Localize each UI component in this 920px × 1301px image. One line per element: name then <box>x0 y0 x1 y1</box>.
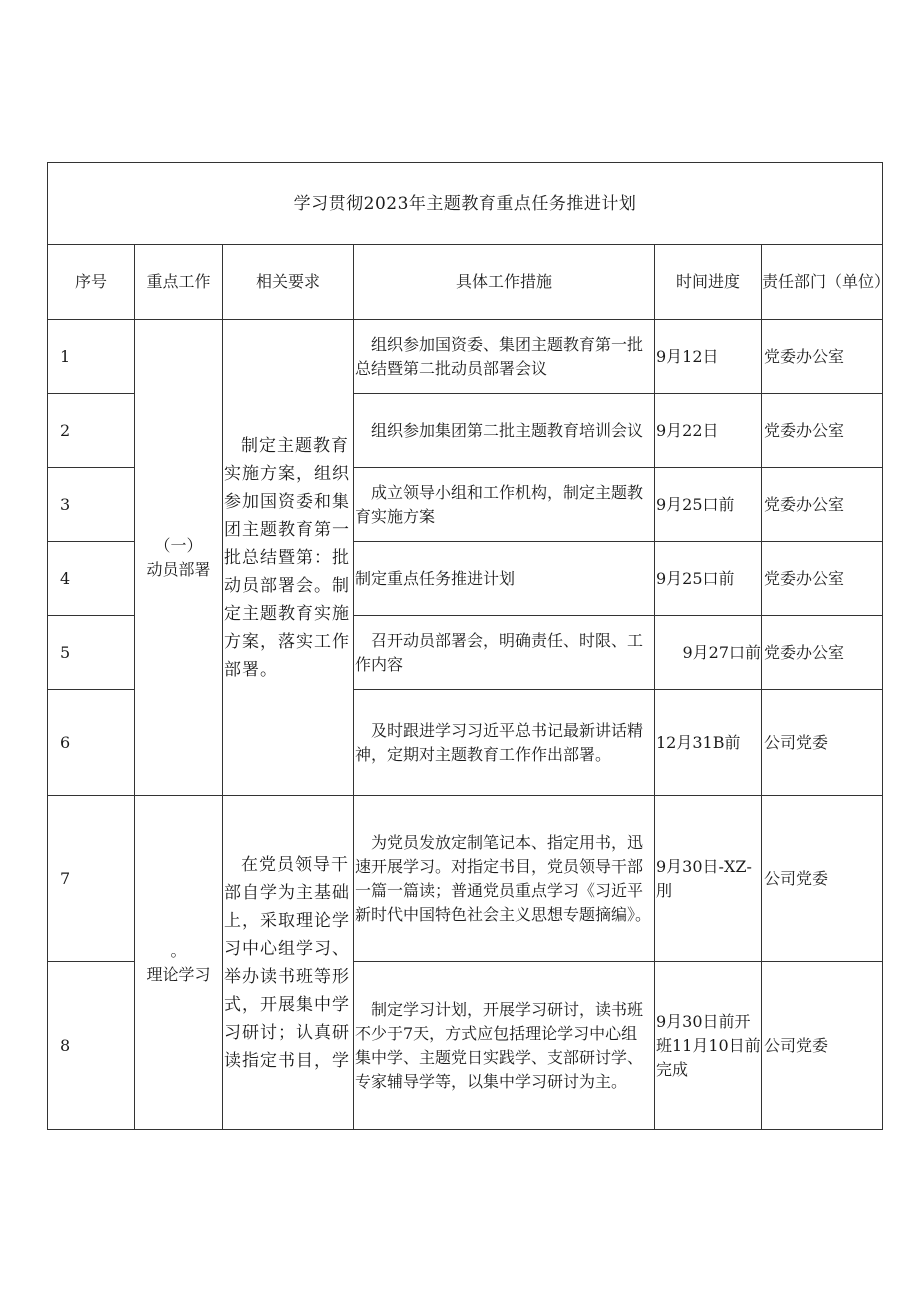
header-measure: 具体工作措施 <box>354 245 655 320</box>
requirement-cell: 制定主题教育实施方案，组织参加国资委和集团主题教育第一批总结暨第：批动员部署会。制定主题教育实施方案，落实工作部署。 <box>223 320 354 796</box>
dept-cell: 党委办公室 <box>762 394 883 468</box>
row-no: 2 <box>48 394 135 468</box>
plan-table <box>47 162 891 1130</box>
key-work-label: 动员部署 <box>146 559 211 579</box>
row-no: 7 <box>48 796 135 962</box>
row-no: 8 <box>48 962 135 1130</box>
key-work-mark: （一） <box>154 535 203 555</box>
time-cell: 9月22日 <box>655 394 762 468</box>
time-cell: 9月25口前 <box>655 468 762 542</box>
key-work-cell <box>135 796 223 1130</box>
key-work-cell <box>135 320 223 796</box>
row-no: 1 <box>48 320 135 394</box>
header-work: 重点工作 <box>135 245 223 320</box>
measure-cell: 成立领导小组和工作机构，制定主题教育实施方案 <box>354 468 655 542</box>
dept-cell: 党委办公室 <box>762 468 883 542</box>
table-row <box>48 796 883 962</box>
time-cell: 9月27口前 <box>655 616 762 690</box>
header-time: 时间进度 <box>655 245 762 320</box>
row-no: 4 <box>48 542 135 616</box>
measure-cell: 组织参加国资委、集团主题教育第一批总结暨第二批动员部署会议 <box>354 320 655 394</box>
time-cell: 9月30日-XZ-刖 <box>655 796 762 962</box>
measure-cell: 为党员发放定制笔记本、指定用书，迅速开展学习。对指定书目，党员领导干部一篇一篇读；普通党员重点学习《习近平新时代中国特色社会主义思想专题摘编》。 <box>354 796 655 962</box>
measure-cell: 召开动员部署会，明确责任、时限、工作内容 <box>354 616 655 690</box>
key-work-mark: 。 <box>170 940 187 960</box>
dept-cell: 党委办公室 <box>762 542 883 616</box>
time-cell: 12月31B前 <box>655 690 762 796</box>
dept-cell: 公司党委 <box>762 690 883 796</box>
header-row <box>48 245 883 320</box>
time-cell: 9月12日 <box>655 320 762 394</box>
dept-cell: 党委办公室 <box>762 616 883 690</box>
key-work-label: 理论学习 <box>146 964 211 984</box>
measure-cell: 组织参加集团第二批主题教育培训会议 <box>354 394 655 468</box>
measure-cell: 制定重点任务推进计划 <box>354 542 655 616</box>
measure-cell: 制定学习计划，开展学习研讨，读书班不少于7天，方式应包括理论学习中心组集中学、主题党日实践学、支部研讨学、专家辅导学等，以集中学习研讨为主。 <box>354 962 655 1130</box>
row-no: 3 <box>48 468 135 542</box>
measure-cell: 及时跟进学习习近平总书记最新讲话精神，定期对主题教育工作作出部署。 <box>354 690 655 796</box>
header-no: 序号 <box>48 245 135 320</box>
dept-cell: 公司党委 <box>762 962 883 1130</box>
header-requirement: 相关要求 <box>223 245 354 320</box>
row-no: 6 <box>48 690 135 796</box>
dept-cell: 党委办公室 <box>762 320 883 394</box>
time-cell: 9月30日前开班11月10日前完成 <box>655 962 762 1130</box>
requirement-cell: 在党员领导干部自学为主基础上，采取理论学习中心组学习、举办读书班等形式，开展集中学习研讨；认真研读指定书目，学 <box>223 796 354 1130</box>
table-row <box>48 320 883 394</box>
dept-cell: 公司党委 <box>762 796 883 962</box>
row-no: 5 <box>48 616 135 690</box>
table-title: 学习贯彻2023年主题教育重点任务推进计划 <box>48 163 883 245</box>
time-cell: 9月25口前 <box>655 542 762 616</box>
header-dept: 责任部门（单位） <box>762 245 883 320</box>
